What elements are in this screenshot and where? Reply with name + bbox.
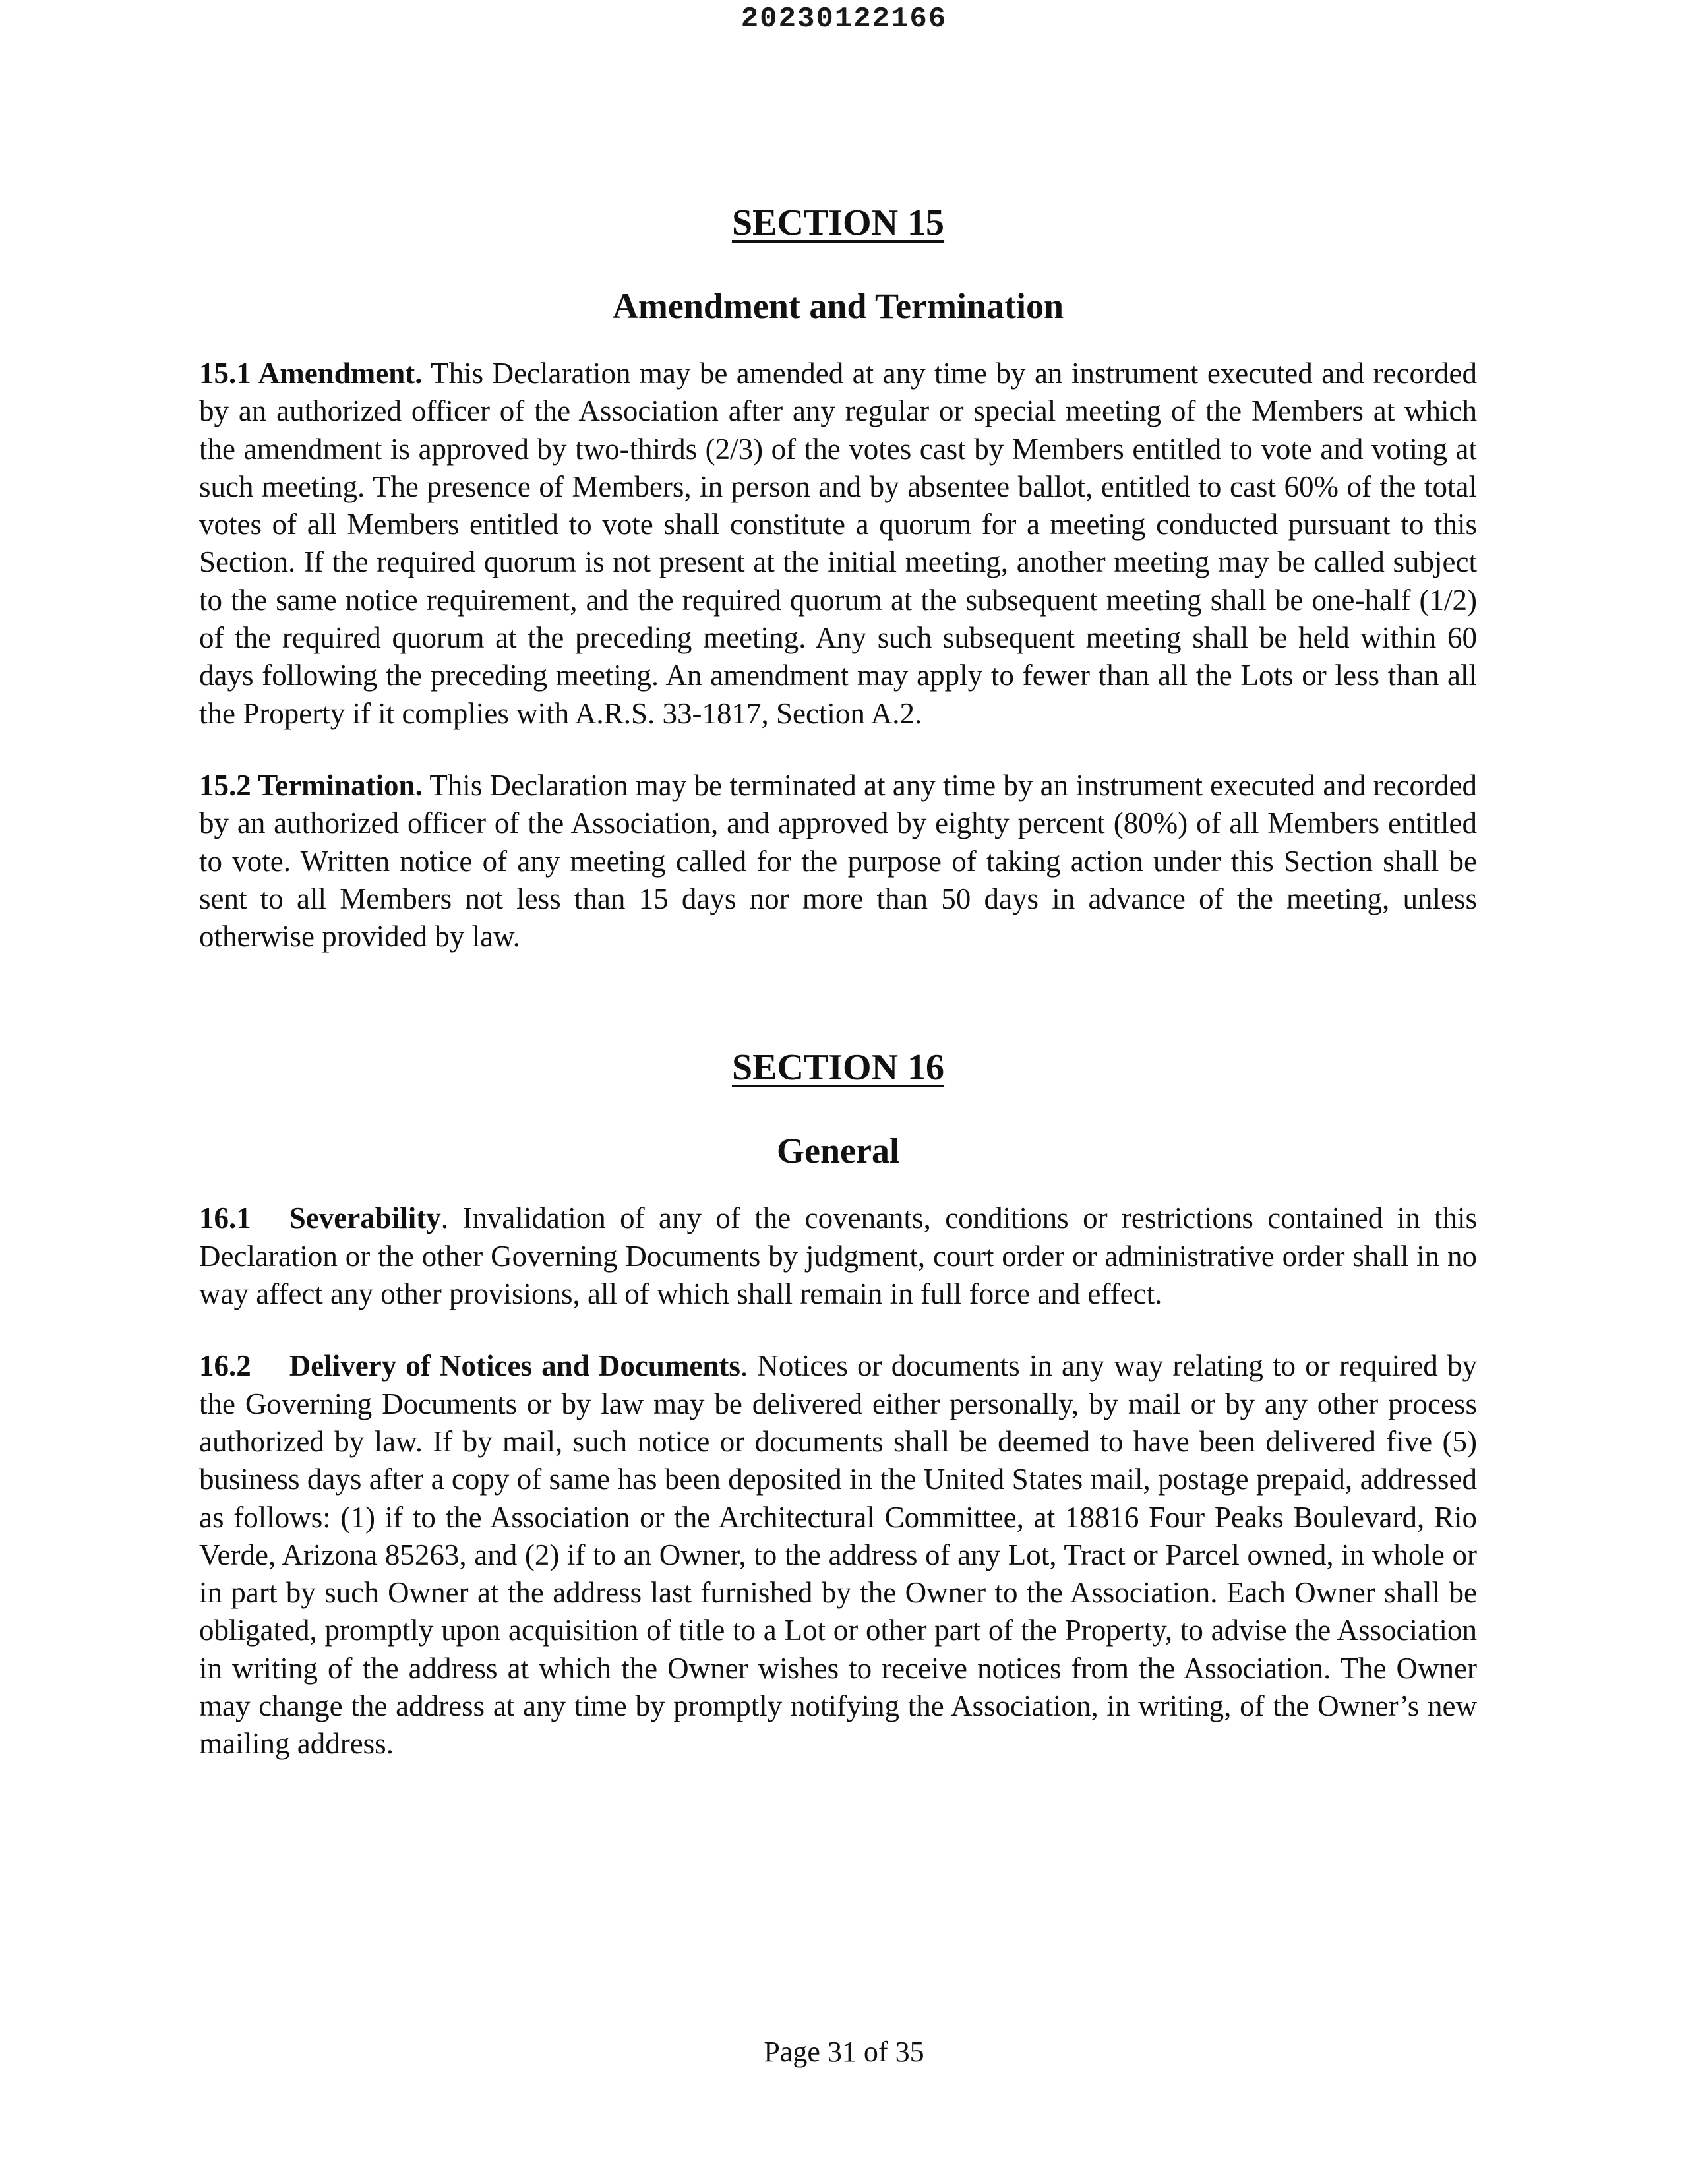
section-15-title: Amendment and Termination [612,286,1064,326]
document-number: 20230122166 [740,3,948,36]
section-16-title: General [777,1131,899,1171]
paragraph-16-1-label: Severability [289,1201,441,1235]
section-16-heading: SECTION 16 [731,1047,945,1089]
paragraph-15-1 [199,355,1477,733]
paragraph-15-2 [199,767,1477,956]
section-15-heading: SECTION 15 [731,202,945,243]
paragraph-16-2-label: Delivery of Notices and Documents [289,1349,740,1383]
paragraph-16-1-text: . Invalidation of any of the covenants, conditions or restrictions contained in this Declaration or the other Governing Documents by judgment, court order or administrative order shall in no way affect any other provisions, all of which shall remain in full force and effect. [199,1201,1477,1311]
page-content [199,197,1477,1763]
paragraph-16-1 [199,1199,1477,1313]
paragraph-15-2-text: This Declaration may be terminated at any time by an instrument executed and recorded by an authorized officer of the Association, and approved by eighty percent (80%) of all Members entitled to vote. Written notice of any meeting called for the purpose of taking action under this Section shall be sent to all Members not less than 15 days nor more than 50 days in advance of the meeting, unless otherwise provided by law. [199,768,1478,954]
paragraph-15-2-label: 15.2 Termination. [199,768,423,802]
page-number: Page 31 of 35 [764,2036,924,2068]
paragraph-15-1-text: This Declaration may be amended at any time by an instrument executed and recorded by an authorized officer of the Association after any regular or special meeting of the Members at which the amendment is approved by two-thirds (2/3) of the votes cast by Members entitled to vote and voting at such meeting. The presence of Members, in person and by absentee ballot, entitled to cast 60% of the total votes of all Members entitled to vote shall constitute a quorum for a meeting conducted pursuant to this Section. If the required quorum is not present at the initial meeting, another meeting may be called subject to the same notice requirement, and the required quorum at the subsequent meeting shall be one-half (1/2) of the required quorum at the preceding meeting. Any such subsequent meeting shall be held within 60 days following the preceding meeting. An amendment may apply to fewer than all the Lots or less than all the Property if it complies with A.R.S. 33-1817, Section A.2. [199,357,1477,730]
paragraph-16-2-number: 16.2 [199,1349,251,1383]
paragraph-16-2 [199,1347,1477,1763]
paragraph-16-2-text: . Notices or documents in any way relating to or required by the Governing Documents or by law may be delivered either personally, by mail or by any other process authorized by law. If by mail, such notice or documents shall be deemed to have been delivered five (5) business days after a copy of same has been deposited in the United States mail, postage prepaid, addressed as follows: (1) if to the Association or the Architectural Committee, at 18816 Four Peaks Boulevard, Rio Verde, Arizona 85263, and (2) if to an Owner, to the address of any Lot, Tract or Parcel owned, in whole or in part by such Owner at the address last furnished by the Owner to the Association. Each Owner shall be obligated, promptly upon acquisition of title to a Lot or other part of the Property, to advise the Association in writing of the address at which the Owner wishes to receive notices from the Association. The Owner may change the address at any time by promptly notifying the Association, in writing, of the Owner’s new mailing address. [199,1349,1478,1761]
paragraph-15-1-label: 15.1 Amendment. [199,357,423,390]
paragraph-16-1-number: 16.1 [199,1201,251,1235]
